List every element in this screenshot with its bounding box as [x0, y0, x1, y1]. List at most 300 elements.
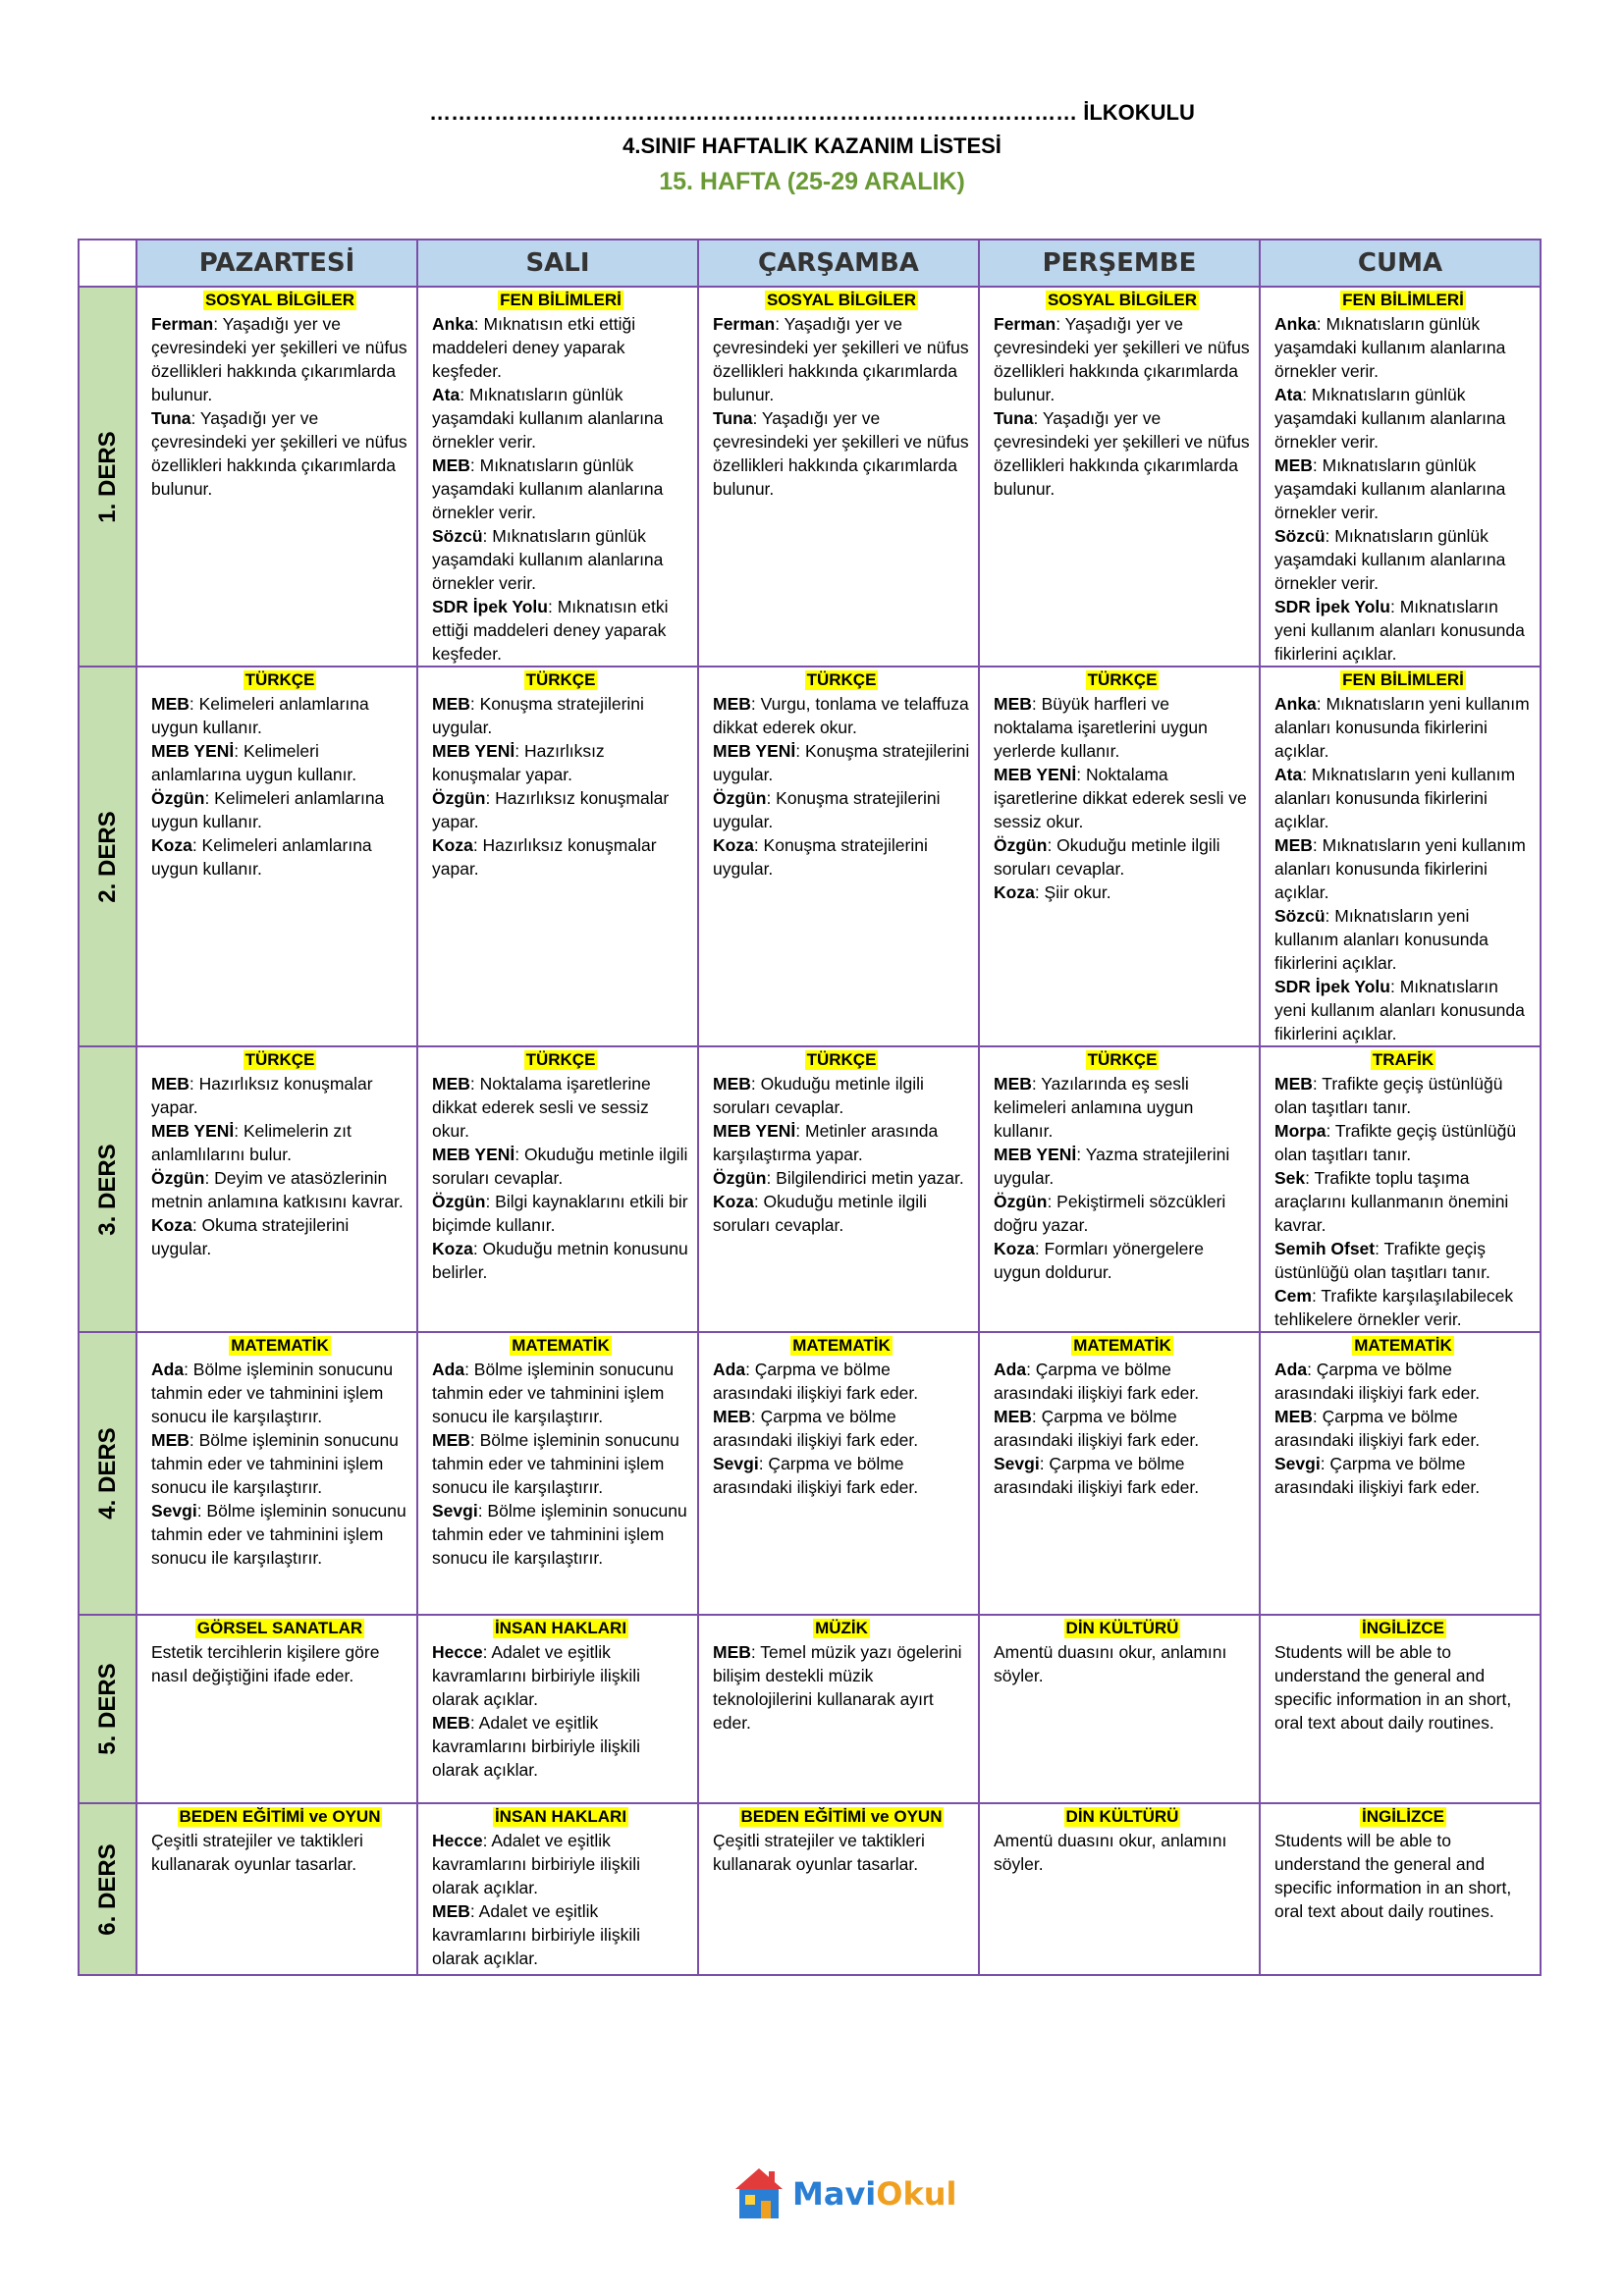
publisher-name: MEB YENİ: [151, 1121, 235, 1141]
page-header: [0, 96, 1624, 200]
publisher-name: Koza: [994, 882, 1035, 902]
schedule-cell: [979, 1332, 1260, 1615]
objective-item: [432, 454, 689, 524]
objective-item: [994, 1190, 1251, 1237]
publisher-name: MEB YENİ: [713, 741, 796, 761]
schedule-cell: [136, 287, 417, 667]
schedule-cell: [1260, 1046, 1541, 1332]
publisher-name: MEB: [713, 1074, 751, 1094]
publisher-name: MEB: [151, 694, 189, 714]
subject-label: MATEMATİK: [1354, 1336, 1452, 1355]
subject-label: TÜRKÇE: [806, 1050, 877, 1069]
publisher-name: Koza: [151, 835, 192, 855]
objective-item: [432, 833, 689, 881]
publisher-name: Ada: [151, 1360, 185, 1379]
objective-item: [994, 406, 1251, 501]
objective-item: [1274, 312, 1532, 383]
schedule-cell: [698, 1803, 979, 1975]
publisher-name: Ada: [1274, 1360, 1308, 1379]
objective-text: : Çarpma ve bölme arasındaki ilişkiyi fark eder.: [713, 1454, 919, 1497]
subject-label: TÜRKÇE: [244, 1050, 315, 1069]
objective-item: [1274, 524, 1532, 595]
objective-item: [432, 524, 689, 595]
objective-text: : Trafikte geçiş üstünlüğü olan taşıtları tanır.: [1274, 1074, 1503, 1117]
objective-text: Çeşitli stratejiler ve taktikleri kullanarak oyunlar tasarlar.: [713, 1831, 925, 1874]
objective-text: : Okuma stratejilerini uygular.: [151, 1215, 350, 1258]
publisher-name: Özgün: [151, 788, 205, 808]
objective-text: Amentü duasını okur, anlamını söyler.: [994, 1642, 1227, 1685]
day-header-thursday: PERŞEMBE: [979, 240, 1260, 287]
publisher-name: MEB YENİ: [994, 765, 1077, 784]
publisher-name: Tuna: [713, 408, 753, 428]
objective-item: [151, 1358, 408, 1428]
subject-label: FEN BİLİMLERİ: [1342, 670, 1464, 689]
objective-item: [151, 739, 408, 786]
publisher-name: MEB: [713, 1642, 751, 1662]
objective-text: : Konuşma stratejilerini uygular.: [713, 835, 928, 879]
publisher-name: MEB: [1274, 835, 1313, 855]
schedule-cell: [417, 1803, 698, 1975]
house-logo-icon: [731, 2165, 786, 2222]
subject-label: GÖRSEL SANATLAR: [196, 1619, 363, 1637]
objective-text: : Bölme işleminin sonucunu tahmin eder ve tahminini işlem sonucu ile karşılaştırır.: [151, 1430, 399, 1497]
schedule-cell: [698, 667, 979, 1046]
schedule-cell: [698, 1046, 979, 1332]
lesson-label: 3. DERS: [93, 1143, 121, 1236]
objective-text: : Mıknatısların yeni kullanım alanları konusunda fikirlerini açıklar.: [1274, 694, 1530, 761]
objective-text: : Konuşma stratejilerini uygular.: [713, 788, 941, 831]
day-header-tuesday: SALI: [417, 240, 698, 287]
objective-item: [1274, 692, 1532, 763]
schedule-cell: [698, 1615, 979, 1803]
lesson-label-cell: [79, 287, 136, 667]
objective-text: : Noktalama işaretlerine dikkat ederek sesli ve sessiz okur.: [432, 1074, 651, 1141]
schedule-cell: [979, 1803, 1260, 1975]
objective-text: : Mıknatısların günlük yaşamdaki kullanım alanlarına örnekler verir.: [1274, 385, 1506, 452]
lesson-label: 5. DERS: [93, 1663, 121, 1755]
objective-text: : Bilgilendirici metin yazar.: [766, 1168, 964, 1188]
subject-label: TRAFİK: [1372, 1050, 1435, 1069]
objective-text: : Okuduğu metinle ilgili soruları cevaplar.: [432, 1145, 688, 1188]
objective-text: : Mıknatısın etki ettiği maddeleri deney yaparak keşfeder.: [432, 597, 669, 664]
schedule-cell: [979, 287, 1260, 667]
subject-label: FEN BİLİMLERİ: [1342, 291, 1464, 309]
schedule-cell: [979, 1046, 1260, 1332]
objective-text: : Bilgi kaynaklarını etkili bir biçimde kullanır.: [432, 1192, 688, 1235]
schedule-cell: [698, 287, 979, 667]
objective-item: [994, 1405, 1251, 1452]
lesson-label: 4. DERS: [93, 1427, 121, 1520]
lesson-row: [79, 1332, 1541, 1615]
publisher-name: Ferman: [713, 314, 776, 334]
subject-label: FEN BİLİMLERİ: [500, 291, 622, 309]
publisher-name: Hecce: [432, 1642, 483, 1662]
logo-text: [792, 2175, 957, 2213]
objective-text: : Hazırlıksız konuşmalar yapar.: [432, 788, 670, 831]
publisher-name: Sözcü: [432, 526, 483, 546]
publisher-name: MEB: [432, 1901, 470, 1921]
publisher-name: Sevgi: [432, 1501, 478, 1521]
objective-item: [1274, 1405, 1532, 1452]
publisher-name: Özgün: [713, 788, 767, 808]
objective-item: [713, 833, 970, 881]
objective-text: : Yaşadığı yer ve çevresindeki yer şekilleri ve nüfus özellikleri hakkında çıkarımlarda bulunur.: [713, 314, 969, 404]
publisher-name: MEB: [1274, 1074, 1313, 1094]
objective-text: : Hazırlıksız konuşmalar yapar.: [151, 1074, 373, 1117]
subject-label: DİN KÜLTÜRÜ: [1065, 1807, 1179, 1826]
objective-item: [994, 692, 1251, 763]
objective-text: : Mıknatısların yeni kullanım alanları konusunda fikirlerini açıklar.: [1274, 765, 1516, 831]
objective-item: [151, 1213, 408, 1260]
objective-text: Estetik tercihlerin kişilere göre nasıl değiştiğini ifade eder.: [151, 1642, 380, 1685]
publisher-name: Özgün: [994, 835, 1048, 855]
objective-text: : Okuduğu metinle ilgili soruları cevaplar.: [713, 1192, 927, 1235]
objective-item: [432, 1899, 689, 1970]
objective-text: : Adalet ve eşitlik kavramlarını birbiriyle ilişkili olarak açıklar.: [432, 1901, 640, 1968]
objective-item: [1274, 1072, 1532, 1119]
day-header-wednesday: ÇARŞAMBA: [698, 240, 979, 287]
objective-text: : Hazırlıksız konuşmalar yapar.: [432, 741, 605, 784]
lesson-row: [79, 1803, 1541, 1975]
objective-item: [994, 1143, 1251, 1190]
objective-item: [994, 1237, 1251, 1284]
schedule-cell: [417, 1615, 698, 1803]
publisher-name: SDR İpek Yolu: [432, 597, 548, 616]
publisher-name: Özgün: [994, 1192, 1048, 1211]
subject-label: İNSAN HAKLARI: [494, 1619, 627, 1637]
publisher-name: Özgün: [432, 1192, 486, 1211]
objective-item: [432, 1711, 689, 1782]
objective-text: : Mıknatısların günlük yaşamdaki kullanım alanlarına örnekler verir.: [432, 385, 664, 452]
objective-text: : Çarpma ve bölme arasındaki ilişkiyi fark eder.: [994, 1407, 1200, 1450]
objective-text: Çeşitli stratejiler ve taktikleri kullanarak oyunlar tasarlar.: [151, 1831, 363, 1874]
objective-item: [994, 1072, 1251, 1143]
objective-text: : Kelimeleri anlamlarına uygun kullanır.: [151, 835, 372, 879]
schedule-table: [78, 239, 1542, 1976]
publisher-name: MEB YENİ: [432, 741, 515, 761]
publisher-name: Koza: [151, 1215, 192, 1235]
logo-text-okul: Okul: [876, 2175, 957, 2213]
objective-item: [994, 1452, 1251, 1499]
objective-item: [151, 1640, 408, 1687]
objective-item: [713, 312, 970, 406]
publisher-name: Sözcü: [1274, 906, 1326, 926]
publisher-name: Morpa: [1274, 1121, 1326, 1141]
publisher-name: MEB: [994, 1074, 1032, 1094]
objective-item: [432, 1428, 689, 1499]
objective-item: [713, 1452, 970, 1499]
objective-text: : Şiir okur.: [1034, 882, 1111, 902]
objective-item: [994, 1358, 1251, 1405]
objective-item: [151, 406, 408, 501]
publisher-name: Anka: [1274, 314, 1317, 334]
publisher-name: Ada: [432, 1360, 465, 1379]
objective-item: [432, 1237, 689, 1284]
subject-label: BEDEN EĞİTİMİ ve OYUN: [740, 1807, 943, 1826]
schedule-cell: [1260, 1615, 1541, 1803]
objective-item: [994, 312, 1251, 406]
schedule-cell: [1260, 667, 1541, 1046]
publisher-name: MEB YENİ: [994, 1145, 1077, 1164]
objective-item: [432, 383, 689, 454]
objective-item: [432, 1190, 689, 1237]
subject-label: BEDEN EĞİTİMİ ve OYUN: [179, 1807, 381, 1826]
objective-item: [713, 692, 970, 739]
subject-label: TÜRKÇE: [1087, 670, 1158, 689]
publisher-name: Sevgi: [713, 1454, 759, 1473]
objective-item: [994, 1640, 1251, 1687]
objective-item: [1274, 454, 1532, 524]
objective-item: [151, 692, 408, 739]
objective-item: [1274, 1640, 1532, 1735]
schedule-cell: [417, 1046, 698, 1332]
publisher-name: Sevgi: [994, 1454, 1040, 1473]
objective-text: : Konuşma stratejilerini uygular.: [432, 694, 644, 737]
publisher-name: Özgün: [151, 1168, 205, 1188]
lesson-row: [79, 1615, 1541, 1803]
objective-text: : Trafikte karşılaşılabilecek tehlikelere örnekler verir.: [1274, 1286, 1514, 1329]
objective-text: : Bölme işleminin sonucunu tahmin eder ve tahminini işlem sonucu ile karşılaştırır.: [151, 1501, 406, 1568]
lesson-label-cell: [79, 1332, 136, 1615]
objective-text: : Adalet ve eşitlik kavramlarını birbiriyle ilişkili olarak açıklar.: [432, 1713, 640, 1780]
objective-item: [713, 739, 970, 786]
objective-text: : Mıknatısların günlük yaşamdaki kullanım alanlarına örnekler verir.: [432, 526, 664, 593]
publisher-name: Koza: [994, 1239, 1035, 1258]
publisher-name: MEB: [432, 1713, 470, 1733]
objective-text: : Çarpma ve bölme arasındaki ilişkiyi fark eder.: [994, 1360, 1200, 1403]
objective-item: [1274, 595, 1532, 666]
objective-item: [1274, 1237, 1532, 1284]
day-header-row: [79, 240, 1541, 287]
objective-text: : Çarpma ve bölme arasındaki ilişkiyi fark eder.: [994, 1454, 1200, 1497]
publisher-name: MEB YENİ: [432, 1145, 515, 1164]
schedule-body: [79, 287, 1541, 1975]
schedule-cell: [417, 287, 698, 667]
schedule-cell: [1260, 1332, 1541, 1615]
objective-text: : Adalet ve eşitlik kavramlarını birbiriyle ilişkili olarak açıklar.: [432, 1831, 640, 1897]
objective-text: : Mıknatısların günlük yaşamdaki kullanım alanlarına örnekler verir.: [1274, 455, 1506, 522]
objective-text: : Mıknatısların günlük yaşamdaki kullanım alanlarına örnekler verir.: [1274, 526, 1506, 593]
objective-text: : Yaşadığı yer ve çevresindeki yer şekilleri ve nüfus özellikleri hakkında çıkarımlarda bulunur.: [713, 408, 969, 499]
publisher-name: MEB: [713, 694, 751, 714]
objective-item: [713, 1829, 970, 1876]
objective-item: [1274, 1829, 1532, 1923]
objective-item: [151, 1428, 408, 1499]
objective-text: : Konuşma stratejilerini uygular.: [713, 741, 970, 784]
publisher-name: Sevgi: [1274, 1454, 1321, 1473]
objective-item: [994, 881, 1251, 904]
objective-item: [713, 1072, 970, 1119]
lesson-row: [79, 667, 1541, 1046]
objective-text: : Okuduğu metinle ilgili soruları cevaplar.: [713, 1074, 924, 1117]
lesson-label: 2. DERS: [93, 810, 121, 903]
publisher-name: SDR İpek Yolu: [1274, 977, 1390, 996]
subject-label: İNSAN HAKLARI: [494, 1807, 627, 1826]
subject-label: MATEMATİK: [1073, 1336, 1171, 1355]
objective-text: : Okuduğu metnin konusunu belirler.: [432, 1239, 688, 1282]
objective-item: [432, 1143, 689, 1190]
publisher-name: MEB: [1274, 455, 1313, 475]
publisher-name: Koza: [432, 1239, 473, 1258]
objective-text: : Çarpma ve bölme arasındaki ilişkiyi fark eder.: [1274, 1360, 1481, 1403]
publisher-name: MEB: [994, 694, 1032, 714]
logo-text-mavi: Mavi: [792, 2175, 877, 2213]
objective-item: [713, 1166, 970, 1190]
publisher-name: Hecce: [432, 1831, 483, 1850]
publisher-name: Koza: [713, 835, 754, 855]
publisher-name: Anka: [432, 314, 474, 334]
objective-text: : Mıknatısların günlük yaşamdaki kullanım alanlarına örnekler verir.: [432, 455, 664, 522]
publisher-name: Ada: [713, 1360, 746, 1379]
publisher-name: MEB: [432, 455, 470, 475]
publisher-name: Anka: [1274, 694, 1317, 714]
objective-item: [713, 1405, 970, 1452]
lesson-row: [79, 1046, 1541, 1332]
objective-text: : Bölme işleminin sonucunu tahmin eder ve tahminini işlem sonucu ile karşılaştırır.: [432, 1501, 687, 1568]
subject-label: SOSYAL BİLGİLER: [204, 291, 355, 309]
schedule-cell: [1260, 1803, 1541, 1975]
objective-text: : Mıknatısların günlük yaşamdaki kullanım alanlarına örnekler verir.: [1274, 314, 1506, 381]
objective-text: : Mıknatısların yeni kullanım alanları konusunda fikirlerini açıklar.: [1274, 977, 1525, 1043]
objective-item: [432, 786, 689, 833]
schedule-cell: [979, 1615, 1260, 1803]
publisher-name: Cem: [1274, 1286, 1312, 1306]
publisher-name: MEB: [994, 1407, 1032, 1426]
schedule-cell: [136, 1046, 417, 1332]
objective-text: : Formları yönergelere uygun doldurur.: [994, 1239, 1204, 1282]
subject-label: TÜRKÇE: [1087, 1050, 1158, 1069]
objective-item: [151, 833, 408, 881]
objective-item: [432, 739, 689, 786]
objective-text: : Yaşadığı yer ve çevresindeki yer şekilleri ve nüfus özellikleri hakkında çıkarımlarda bulunur.: [994, 314, 1250, 404]
list-title: 4.SINIF HAFTALIK KAZANIM LİSTESİ: [623, 133, 1001, 158]
schedule-cell: [417, 1332, 698, 1615]
objective-item: [432, 312, 689, 383]
objective-item: [432, 1072, 689, 1143]
objective-text: : Mıknatısların yeni kullanım alanları konusunda fikirlerini açıklar.: [1274, 906, 1489, 973]
schedule-cell: [698, 1332, 979, 1615]
lesson-label: 1. DERS: [93, 430, 121, 523]
objective-item: [713, 1640, 970, 1735]
objective-text: : Kelimeleri anlamlarına uygun kullanır.: [151, 788, 385, 831]
objective-text: : Çarpma ve bölme arasındaki ilişkiyi fark eder.: [1274, 1407, 1481, 1450]
lesson-row: [79, 287, 1541, 667]
publisher-name: MEB YENİ: [151, 741, 235, 761]
subject-label: İNGİLİZCE: [1361, 1619, 1445, 1637]
publisher-name: Ferman: [151, 314, 214, 334]
subject-label: İNGİLİZCE: [1361, 1807, 1445, 1826]
objective-text: : Deyim ve atasözlerinin metnin anlamına katkısını kavrar.: [151, 1168, 404, 1211]
objective-item: [432, 1499, 689, 1570]
objective-item: [1274, 763, 1532, 833]
objective-item: [1274, 1452, 1532, 1499]
publisher-name: Tuna: [994, 408, 1034, 428]
objective-item: [1274, 975, 1532, 1045]
publisher-name: MEB: [432, 1074, 470, 1094]
week-title: 15. HAFTA (25-29 ARALIK): [659, 168, 965, 195]
objective-item: [994, 1829, 1251, 1876]
publisher-name: Özgün: [713, 1168, 767, 1188]
subject-label: SOSYAL BİLGİLER: [766, 291, 917, 309]
publisher-name: Koza: [713, 1192, 754, 1211]
objective-text: : Çarpma ve bölme arasındaki ilişkiyi fark eder.: [713, 1407, 919, 1450]
objective-item: [432, 1358, 689, 1428]
objective-text: : Trafikte geçiş üstünlüğü olan taşıtları tanır.: [1274, 1121, 1517, 1164]
publisher-name: Koza: [432, 835, 473, 855]
objective-text: : Metinler arasında karşılaştırma yapar.: [713, 1121, 939, 1164]
day-header-monday: PAZARTESİ: [136, 240, 417, 287]
lesson-label-cell: [79, 667, 136, 1046]
schedule-cell: [136, 1332, 417, 1615]
objective-text: : Kelimelerin zıt anlamlılarını bulur.: [151, 1121, 352, 1164]
lesson-label-cell: [79, 1803, 136, 1975]
schedule-cell: [979, 667, 1260, 1046]
objective-item: [151, 1072, 408, 1119]
subject-label: MATEMATİK: [792, 1336, 891, 1355]
objective-text: : Kelimeleri anlamlarına uygun kullanır.: [151, 741, 357, 784]
objective-text: : Yaşadığı yer ve çevresindeki yer şekilleri ve nüfus özellikleri hakkında çıkarımlarda bulunur.: [151, 408, 407, 499]
objective-text: Amentü duasını okur, anlamını söyler.: [994, 1831, 1227, 1874]
subject-label: TÜRKÇE: [525, 1050, 596, 1069]
objective-text: : Hazırlıksız konuşmalar yapar.: [432, 835, 657, 879]
publisher-name: Ferman: [994, 314, 1056, 334]
objective-text: : Adalet ve eşitlik kavramlarını birbiriyle ilişkili olarak açıklar.: [432, 1642, 640, 1709]
objective-text: : Temel müzik yazı ögelerini bilişim destekli müzik teknolojilerini kullanarak ayırt eder.: [713, 1642, 962, 1733]
objective-item: [151, 1829, 408, 1876]
subject-label: MÜZİK: [815, 1619, 868, 1637]
schedule-cell: [136, 1803, 417, 1975]
publisher-name: MEB: [713, 1407, 751, 1426]
lesson-label-cell: [79, 1046, 136, 1332]
objective-text: : Bölme işleminin sonucunu tahmin eder ve tahminini işlem sonucu ile karşılaştırır.: [151, 1360, 394, 1426]
publisher-name: Özgün: [432, 788, 486, 808]
objective-item: [151, 312, 408, 406]
subject-label: SOSYAL BİLGİLER: [1047, 291, 1198, 309]
publisher-name: MEB: [432, 1430, 470, 1450]
mavi-okul-logo: [731, 2163, 957, 2225]
objective-text: : Kelimeleri anlamlarına uygun kullanır.: [151, 694, 369, 737]
publisher-name: Sevgi: [151, 1501, 197, 1521]
objective-text: : Büyük harfleri ve noktalama işaretlerini uygun yerlerde kullanır.: [994, 694, 1208, 761]
objective-text: : Yaşadığı yer ve çevresindeki yer şekilleri ve nüfus özellikleri hakkında çıkarımlarda bulunur.: [994, 408, 1250, 499]
objective-text: : Yazılarında eş sesli kelimeleri anlamına uygun kullanır.: [994, 1074, 1194, 1141]
objective-text: : Trafikte toplu taşıma araçlarını kullanmanın önemini kavrar.: [1274, 1168, 1509, 1235]
objective-item: [432, 692, 689, 739]
objective-text: : Trafikte geçiş üstünlüğü olan taşıtları tanır.: [1274, 1239, 1490, 1282]
publisher-name: MEB YENİ: [713, 1121, 796, 1141]
objective-text: : Çarpma ve bölme arasındaki ilişkiyi fark eder.: [1274, 1454, 1481, 1497]
objective-text: : Bölme işleminin sonucunu tahmin eder ve tahminini işlem sonucu ile karşılaştırır.: [432, 1430, 679, 1497]
subject-label: MATEMATİK: [512, 1336, 610, 1355]
publisher-name: Ata: [1274, 765, 1303, 784]
subject-label: TÜRKÇE: [525, 670, 596, 689]
objective-item: [713, 786, 970, 833]
objective-item: [151, 1499, 408, 1570]
objective-text: Students will be able to understand the general and specific information in an short, oral text about daily routines.: [1274, 1831, 1512, 1921]
objective-text: : Çarpma ve bölme arasındaki ilişkiyi fark eder.: [713, 1360, 919, 1403]
objective-text: : Yaşadığı yer ve çevresindeki yer şekilleri ve nüfus özellikleri hakkında çıkarımlarda bulunur.: [151, 314, 407, 404]
objective-item: [994, 763, 1251, 833]
objective-item: [1274, 1358, 1532, 1405]
objective-text: : Bölme işleminin sonucunu tahmin eder ve tahminini işlem sonucu ile karşılaştırır.: [432, 1360, 675, 1426]
subject-label: MATEMATİK: [231, 1336, 329, 1355]
publisher-name: MEB: [151, 1074, 189, 1094]
publisher-name: Ata: [1274, 385, 1303, 404]
objective-text: : Vurgu, tonlama ve telaffuza dikkat ederek okur.: [713, 694, 969, 737]
objective-item: [432, 595, 689, 666]
publisher-name: Tuna: [151, 408, 191, 428]
publisher-name: MEB: [1274, 1407, 1313, 1426]
